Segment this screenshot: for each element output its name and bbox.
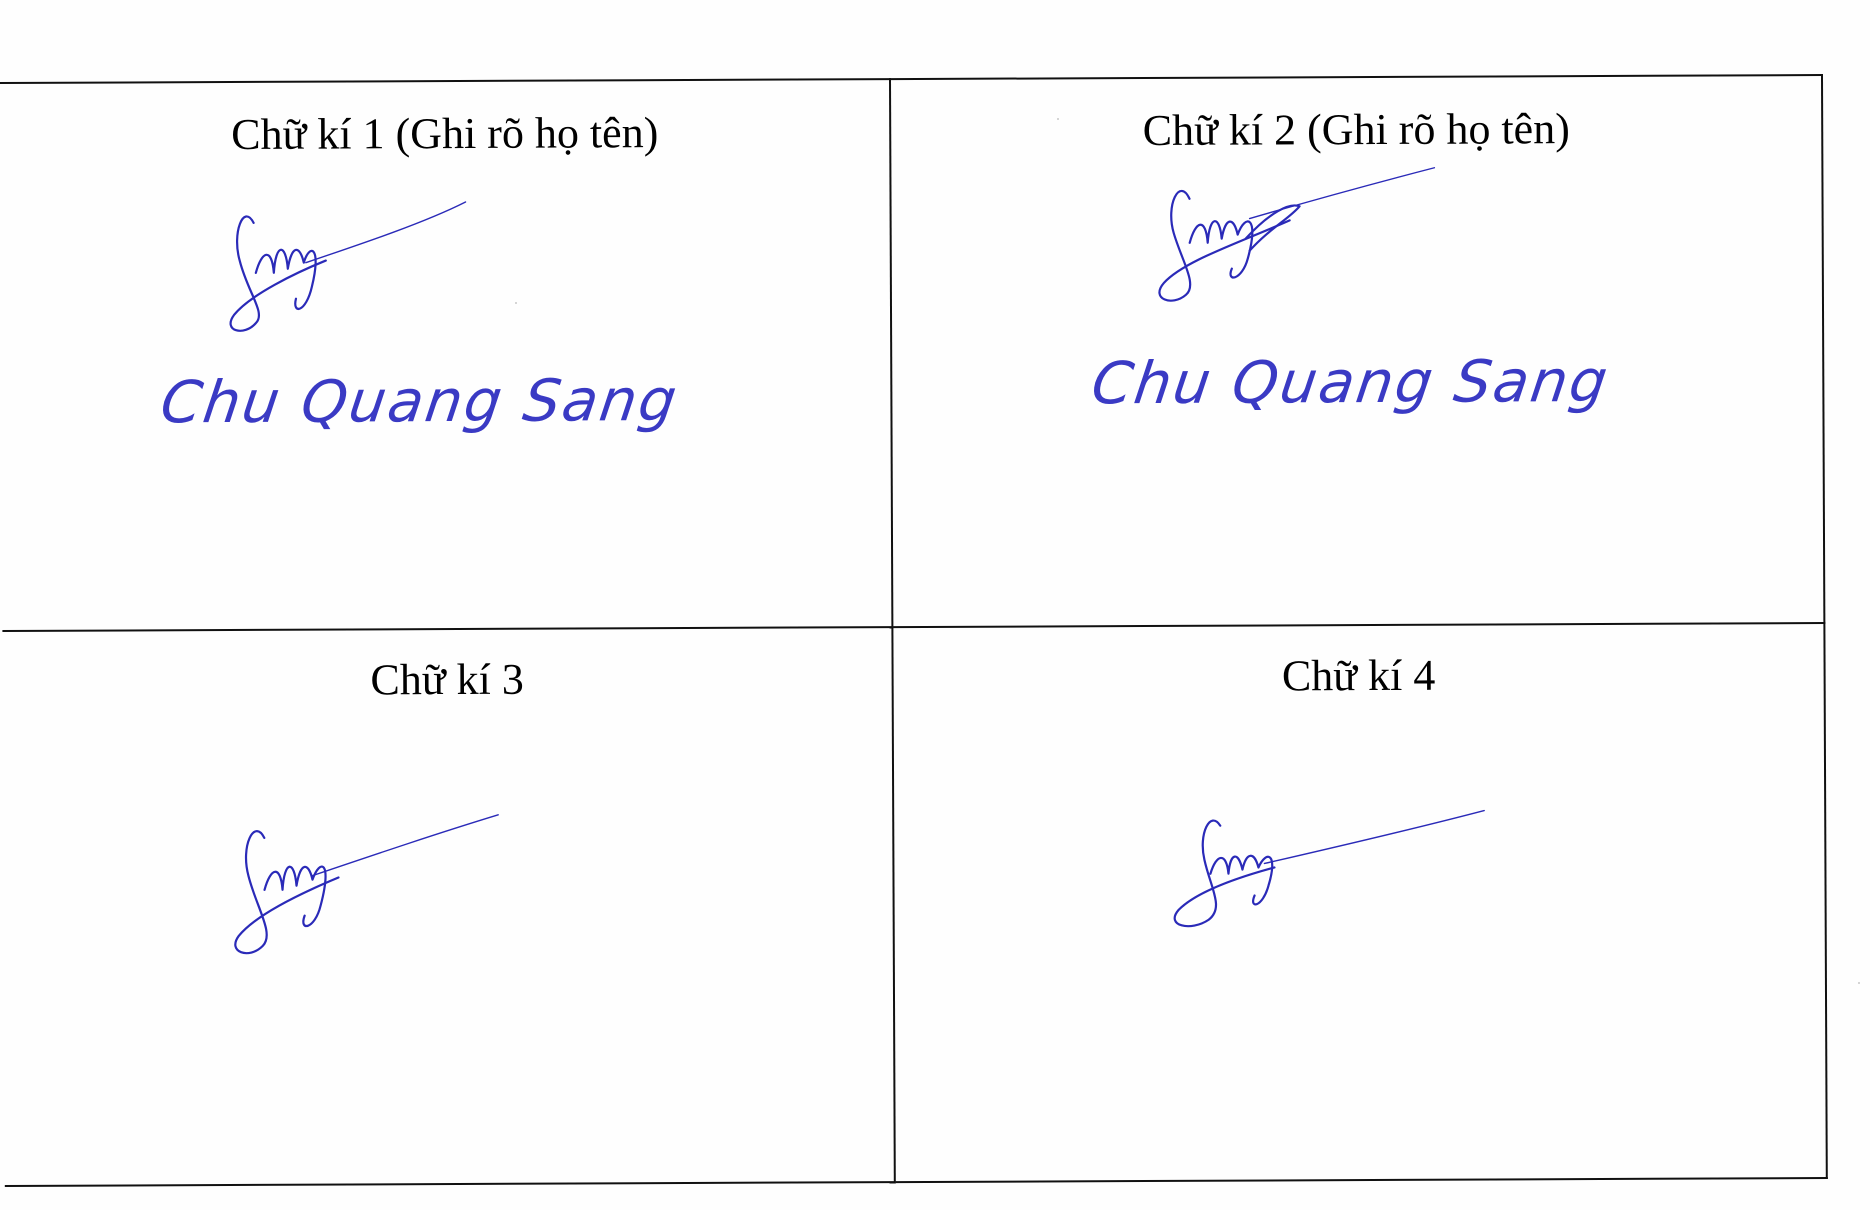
signature-cell-4: [892, 623, 1826, 1182]
signature-cell-1: [0, 79, 892, 631]
table-row: [0, 75, 1824, 631]
handwritten-signature: [226, 202, 487, 343]
signature-table: [0, 74, 1828, 1187]
handwritten-signature: [1164, 810, 1495, 941]
handwritten-signature: [228, 815, 509, 966]
scan-speck: [1858, 982, 1860, 984]
cell-title: Chữ kí 4: [1281, 650, 1436, 701]
cell-title: Chữ kí 2 (Ghi rõ họ tên): [1142, 104, 1570, 156]
signature-cell-2: [890, 75, 1824, 627]
cell-title: Chữ kí 3: [370, 654, 524, 705]
cell-title: Chữ kí 1 (Ghi rõ họ tên): [231, 108, 659, 159]
table-row: [2, 623, 1826, 1186]
signature-cell-3: [2, 627, 894, 1186]
handwritten-name: Chu Quang Sang: [1087, 346, 1614, 418]
handwritten-signature: [1149, 168, 1450, 319]
handwritten-name: Chu Quang Sang: [156, 366, 683, 437]
